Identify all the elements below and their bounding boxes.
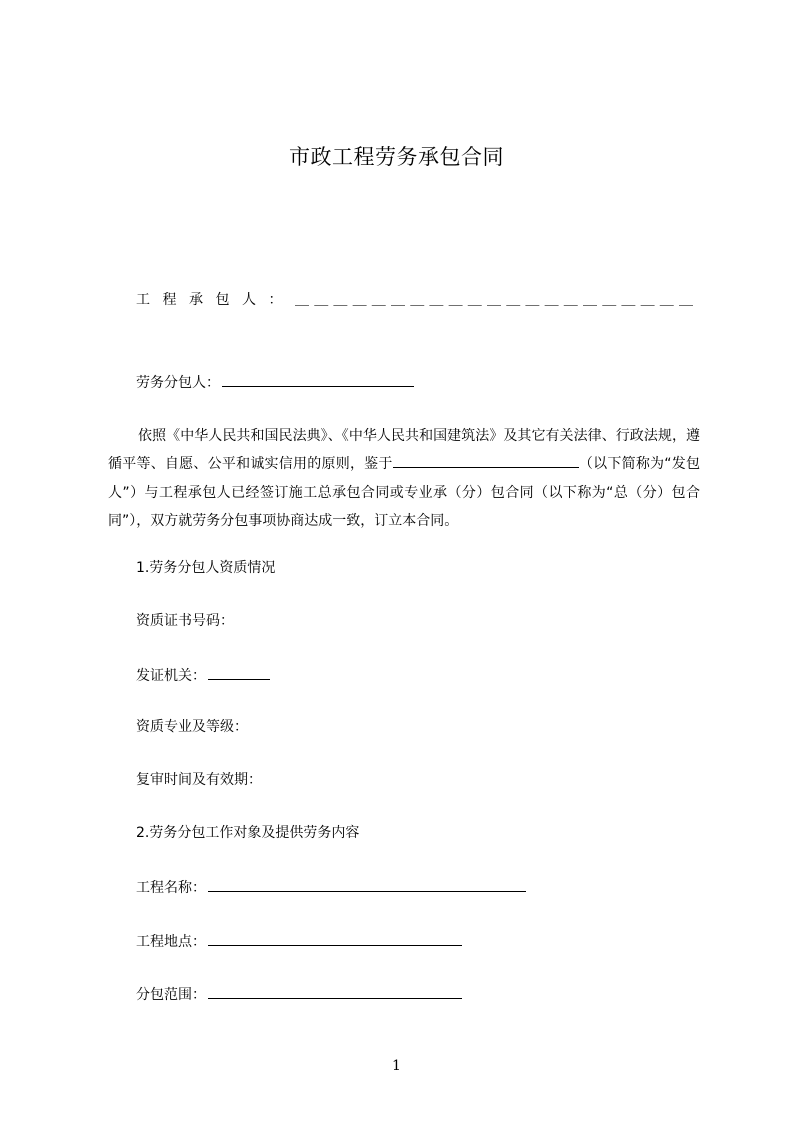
- qualification-line: [136, 717, 248, 737]
- qualification-label: 资质专业及等级：: [136, 719, 248, 735]
- cert-number-label: 资质证书号码：: [136, 613, 234, 629]
- subcontractor-blank: [222, 371, 414, 387]
- subcontractor-line: [136, 371, 414, 393]
- review-label: 复审时间及有效期：: [136, 772, 262, 788]
- scope-label: 分包范围：: [136, 987, 206, 1003]
- section-2-heading: 2.劳务分包工作对象及提供劳务内容: [136, 825, 360, 841]
- issuing-authority-blank: [208, 664, 270, 680]
- preamble-text-1: 依照《中华人民共和国民法典》、《中华人民共和国建筑法》及其它有关法律、行政法规，遵循平等、自愿、公平和诚实信用的原则，鉴于: [108, 428, 700, 473]
- contractor-label: 工程承包人：: [136, 292, 295, 308]
- subcontractor-label: 劳务分包人：: [136, 375, 220, 391]
- contractor-line: [136, 290, 698, 310]
- employer-blank: [393, 452, 579, 468]
- preamble-text-2: （以下简称为“发包人”）与工程承包人已经签订施工总承包合同或专业承（分）包合同（以下称为“总（分）包合同”），双方就劳务分包事项协商达成一致，订立本合同。: [108, 456, 700, 529]
- scope-blank: [208, 983, 462, 999]
- page-number: 1: [392, 1058, 401, 1074]
- document-title: 市政工程劳务承包合同: [289, 145, 504, 169]
- project-location-line: [136, 930, 462, 952]
- project-name-label: 工程名称：: [136, 880, 206, 896]
- cert-number-line: [136, 611, 234, 631]
- contractor-blank: ＿＿＿＿＿＿＿＿＿＿＿＿＿＿＿＿＿＿＿＿＿: [295, 292, 699, 308]
- issuing-authority-label: 发证机关：: [136, 668, 206, 684]
- review-line: [136, 770, 262, 790]
- project-name-line: [136, 876, 526, 898]
- scope-line: [136, 983, 462, 1005]
- project-location-blank: [208, 930, 462, 946]
- project-location-label: 工程地点：: [136, 934, 206, 950]
- preamble-paragraph: [108, 422, 700, 536]
- issuing-authority-line: [136, 664, 270, 686]
- project-name-blank: [208, 876, 526, 892]
- section-1-heading: 1.劳务分包人资质情况: [136, 560, 276, 576]
